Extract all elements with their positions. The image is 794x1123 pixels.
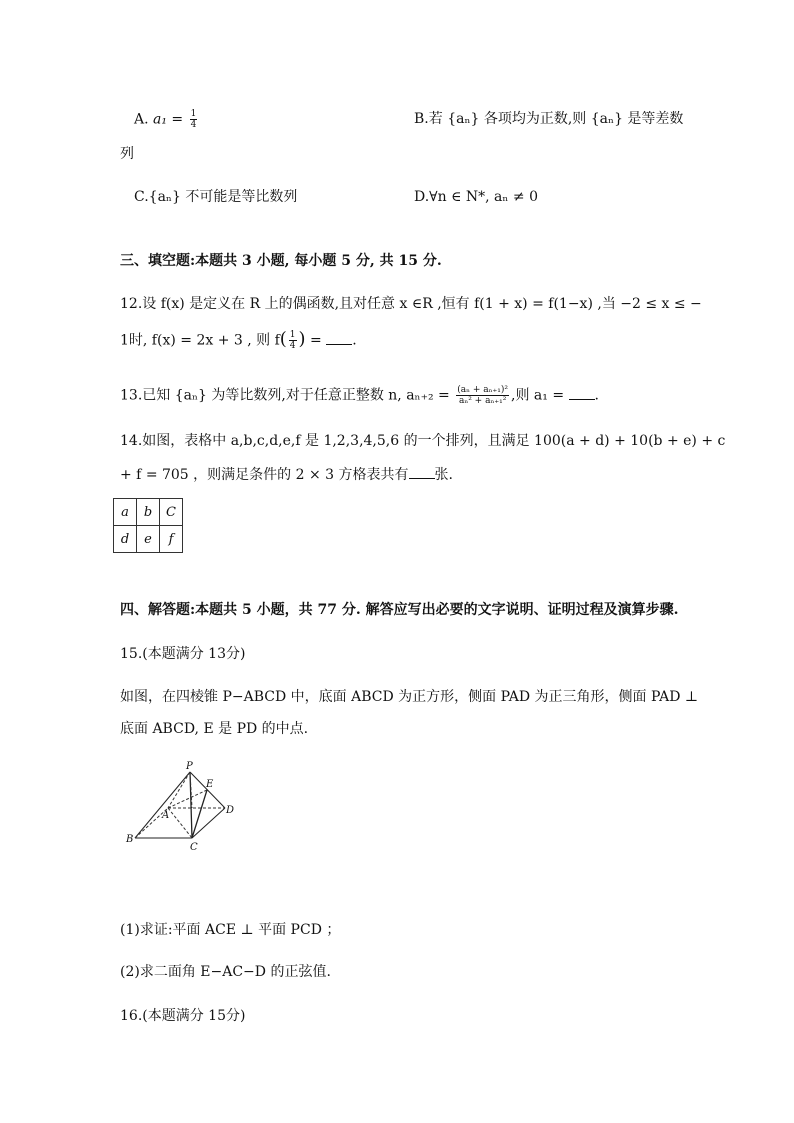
label-C: C <box>190 842 198 852</box>
grid-cell: C <box>160 499 183 526</box>
q12-line2: 1时, f(x) = 2x + 3 , 则 f( $\frac{1}{4}$ ) = . <box>120 328 357 351</box>
q15-part1: (1)求证:平面 ACE ⊥ 平面 PCD ； <box>120 922 341 938</box>
label-D: D <box>226 805 235 816</box>
section-3-heading: 三、填空题:本题共 3 小题, 每小题 5 分, 共 15 分. <box>120 253 442 269</box>
q15-part2: (2)求二面角 E−AC−D 的正弦值. <box>120 964 331 980</box>
q13-post: ,则 a₁ = <box>511 387 565 404</box>
q15-body-line2: 底面 ABCD, E 是 PD 的中点. <box>120 721 309 737</box>
q13-end: . <box>594 387 599 404</box>
q12-equals: = <box>310 332 327 349</box>
grid-cell: d <box>114 526 137 553</box>
q13-line <box>120 385 599 406</box>
grid-cell: b <box>137 499 160 526</box>
option-a-eq: a₁ = <box>153 111 184 128</box>
option-c: C.{aₙ} 不可能是等比数列 <box>134 189 298 205</box>
label-E: E <box>206 779 214 790</box>
edge-PD <box>190 772 225 808</box>
option-d: D.∀n ∈ N*, aₙ ≠ 0 <box>414 189 538 205</box>
grid-row <box>114 526 183 553</box>
label-A: A <box>162 810 170 821</box>
grid-cell: e <box>137 526 160 553</box>
q14-end: 张. <box>434 467 453 483</box>
fraction-denominator: 4 <box>289 341 296 351</box>
pyramid-figure <box>120 760 245 852</box>
answer-blank <box>326 334 352 345</box>
fraction-denominator: 4 <box>190 120 197 130</box>
fraction-numerator: 1 <box>289 330 296 340</box>
edge-PC <box>190 772 192 838</box>
q12-fraction <box>289 330 297 351</box>
grid-cell: f <box>160 526 183 553</box>
q12-end: . <box>352 332 357 349</box>
option-a <box>134 109 199 130</box>
edge-PB <box>135 772 190 838</box>
edge-AC <box>168 808 192 838</box>
q14-text: + f = 705 ，则满足条件的 2 × 3 方格表共有 <box>120 467 409 483</box>
q14-line1: 14.如图，表格中 a,b,c,d,e,f 是 1,2,3,4,5,6 的一个排列，且满足 100(a + d) + 10(b + e) + c <box>120 433 726 449</box>
option-b: B.若 {aₙ} 各项均为正数,则 {aₙ} 是等差数 <box>414 111 684 127</box>
answer-blank <box>409 468 435 479</box>
q12-line1: 12.设 f(x) 是定义在 R 上的偶函数,且对任意 x ∈R ,恒有 f(1 + x) = f(1−x) ,当 −2 ≤ x ≤ − <box>120 296 702 312</box>
q14-line2 <box>120 466 453 484</box>
answer-blank <box>569 389 595 400</box>
q13-fraction <box>456 385 509 406</box>
q13-text: 13.已知 {aₙ} 为等比数列,对于任意正整数 n, aₙ₊₂ = <box>120 387 450 404</box>
permutation-grid <box>113 498 183 553</box>
grid-row <box>114 499 183 526</box>
fraction-denominator: aₙ² + aₙ₊₁² <box>458 396 507 406</box>
option-a-label: A. <box>134 111 149 128</box>
option-a-fraction <box>190 109 198 130</box>
fraction-numerator: 1 <box>190 109 197 119</box>
label-B: B <box>126 834 134 845</box>
option-b-wrap: 列 <box>120 146 134 162</box>
label-P: P <box>186 761 193 772</box>
q15-body-line1: 如图，在四棱锥 P−ABCD 中，底面 ABCD 为正方形，侧面 PAD 为正三角形，侧面 PAD ⊥ <box>120 689 699 705</box>
section-4-heading: 四、解答题:本题共 5 小题，共 77 分. 解答应写出必要的文字说明、证明过程及演算步骤. <box>120 602 679 618</box>
q15-title: 15.(本题满分 13分) <box>120 646 246 662</box>
q12-line2-text: 1时, f(x) = 2x + 3 , 则 f <box>120 332 280 349</box>
q16-title: 16.(本题满分 15分) <box>120 1008 246 1024</box>
grid-cell: a <box>114 499 137 526</box>
fraction-numerator: (aₙ + aₙ₊₁)² <box>457 385 509 395</box>
